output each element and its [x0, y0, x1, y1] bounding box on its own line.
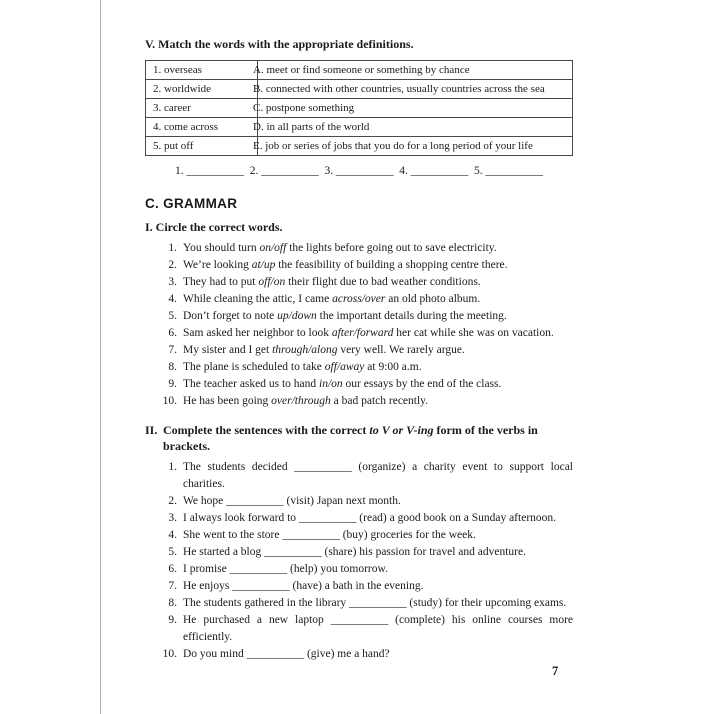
item-number: 4. [168, 529, 177, 541]
item-text: The students decided __________ (organize) a charity event to support local charities. [183, 461, 573, 490]
item-number: 6. [168, 327, 177, 339]
table-row [146, 80, 573, 99]
sentence-post: very well. We rarely argue. [337, 344, 465, 356]
choice-words: through/along [272, 344, 338, 356]
sentence-post: her cat while she was on vacation. [393, 327, 554, 339]
sentence-pre: The teacher asked us to hand [183, 378, 320, 390]
match-word: 3. career [146, 99, 258, 118]
grammar-section-heading: C. GRAMMAR [145, 196, 238, 211]
list-item [145, 308, 573, 325]
sentence-pre: My sister and I get [183, 344, 273, 356]
sentence-post: the lights before going out to save electricity. [286, 242, 497, 254]
match-table [145, 60, 573, 156]
sentence-pre: You should turn [183, 242, 260, 254]
table-row [146, 61, 573, 80]
item-text [183, 376, 573, 393]
sentence-post: the feasibility of building a shopping centre there. [275, 259, 508, 271]
list-item [145, 459, 573, 493]
match-definition: B. connected with other countries, usually countries across the sea [258, 80, 573, 99]
item-text: She went to the store __________ (buy) groceries for the week. [183, 529, 476, 541]
page-edge-line [100, 0, 101, 714]
choice-words: across/over [332, 293, 386, 305]
item-number: 8. [168, 361, 177, 373]
sentence-post: at 9:00 a.m. [364, 361, 422, 373]
item-number: 9. [168, 614, 177, 626]
item-number: 7. [168, 580, 177, 592]
choice-words: after/forward [331, 327, 394, 339]
exercise2-heading [145, 422, 573, 454]
sentence-pre: He has been going [183, 395, 272, 407]
table-row [146, 137, 573, 156]
list-item [145, 595, 573, 612]
list-item [145, 544, 573, 561]
sentence-pre: Don’t forget to note [183, 310, 278, 322]
list-item [145, 376, 573, 393]
table-row [146, 99, 573, 118]
item-text: We hope __________ (visit) Japan next month. [183, 495, 401, 507]
match-section-heading: V. Match the words with the appropriate definitions. [145, 37, 414, 51]
choice-words: off/on [258, 276, 286, 288]
list-item [145, 291, 573, 308]
item-number: 8. [168, 597, 177, 609]
sentence-pre: While cleaning the attic, I came [183, 293, 333, 305]
choice-words: on/off [259, 242, 287, 254]
item-text [183, 291, 573, 308]
sentence-pre: Sam asked her neighbor to look [183, 327, 332, 339]
list-item [145, 561, 573, 578]
item-text [183, 325, 573, 342]
sentence-post: a bad patch recently. [330, 395, 429, 407]
item-number: 10. [162, 395, 177, 407]
list-item [145, 393, 573, 410]
sentence-post: the important details during the meeting. [316, 310, 507, 322]
item-number: 1. [168, 461, 177, 473]
list-item [145, 493, 573, 510]
choice-words: in/on [319, 378, 343, 390]
sentence-pre: They had to put [183, 276, 259, 288]
item-number: 9. [168, 378, 177, 390]
item-number: 6. [168, 563, 177, 575]
match-word: 5. put off [146, 137, 258, 156]
match-definition: C. postpone something [258, 99, 573, 118]
list-item [145, 510, 573, 527]
list-item [145, 257, 573, 274]
item-text [183, 308, 573, 325]
sentence-post: an old photo album. [385, 293, 481, 305]
match-word: 1. overseas [146, 61, 258, 80]
page-content [145, 36, 573, 663]
list-item [145, 612, 573, 646]
exercise1-heading: I. Circle the correct words. [145, 220, 283, 234]
item-text: Do you mind __________ (give) me a hand? [183, 648, 390, 660]
list-item [145, 359, 573, 376]
list-item [145, 342, 573, 359]
exercise2-number: II. [145, 423, 158, 437]
item-number: 10. [162, 648, 177, 660]
item-text [183, 359, 573, 376]
item-number: 3. [168, 512, 177, 524]
item-number: 4. [168, 293, 177, 305]
heading-pre: Complete the sentences with the correct [163, 423, 370, 437]
item-number: 2. [168, 495, 177, 507]
choice-words: at/up [251, 259, 276, 271]
match-word: 4. come across [146, 118, 258, 137]
item-number: 5. [168, 310, 177, 322]
choice-words: over/through [271, 395, 331, 407]
item-text: The students gathered in the library __________ (study) for their upcoming exams. [183, 597, 567, 609]
item-number: 1. [168, 242, 177, 254]
list-item [145, 646, 573, 663]
sentence-pre: We’re looking [183, 259, 252, 271]
list-item [145, 578, 573, 595]
exercise2-list [145, 459, 573, 663]
page-number: 7 [552, 664, 559, 678]
match-word: 2. worldwide [146, 80, 258, 99]
list-item [145, 274, 573, 291]
list-item [145, 240, 573, 257]
sentence-post: our essays by the end of the class. [342, 378, 502, 390]
item-text [183, 393, 573, 410]
item-number: 7. [168, 344, 177, 356]
match-definition: E. job or series of jobs that you do for a long period of your life [258, 137, 573, 156]
choice-words: up/down [277, 310, 317, 322]
item-text [183, 342, 573, 359]
match-definition: D. in all parts of the world [258, 118, 573, 137]
item-text [183, 257, 573, 274]
sentence-pre: The plane is scheduled to take [183, 361, 325, 373]
list-item [145, 325, 573, 342]
item-text: I always look forward to __________ (read) a good book on a Sunday afternoon. [183, 512, 557, 524]
heading-post: form of the verbs in brackets. [163, 423, 538, 453]
exercise2-heading-text [163, 422, 573, 454]
choice-words: off/away [324, 361, 365, 373]
answer-blanks-line: 1. __________ 2. __________ 3. __________ 4. __________ 5. __________ [175, 165, 543, 177]
item-text [183, 240, 573, 257]
item-text: He purchased a new laptop __________ (complete) his online courses more efficiently. [183, 614, 573, 643]
list-item [145, 527, 573, 544]
item-text: I promise __________ (help) you tomorrow. [183, 563, 388, 575]
sentence-post: their flight due to bad weather conditions. [285, 276, 481, 288]
exercise1-list [145, 240, 573, 410]
item-number: 2. [168, 259, 177, 271]
match-definition: A. meet or find someone or something by chance [258, 61, 573, 80]
item-text: He enjoys __________ (have) a bath in the evening. [183, 580, 424, 592]
item-text: He started a blog __________ (share) his passion for travel and adventure. [183, 546, 526, 558]
verb-form-label: to V or V-ing [369, 423, 434, 437]
item-number: 5. [168, 546, 177, 558]
item-text [183, 274, 573, 291]
item-number: 3. [168, 276, 177, 288]
table-row [146, 118, 573, 137]
